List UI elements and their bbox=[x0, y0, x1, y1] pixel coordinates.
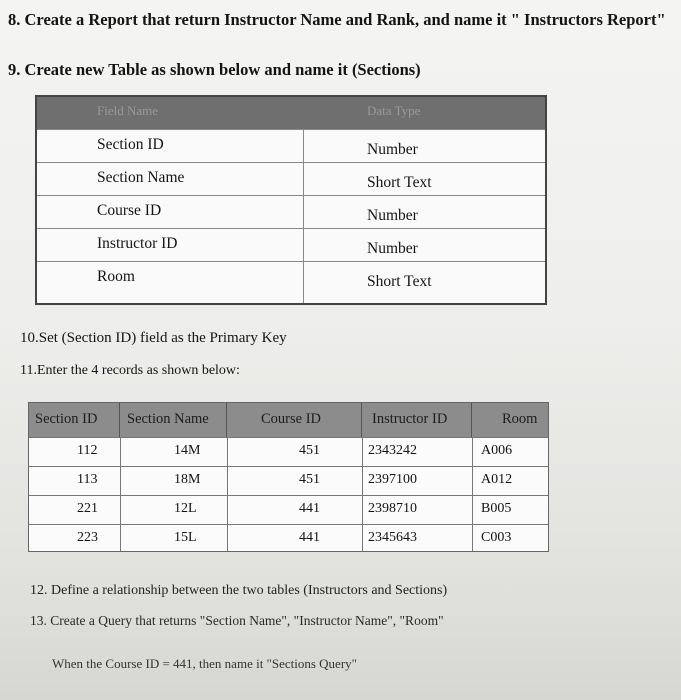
room-cell: A006 bbox=[481, 443, 513, 458]
section-name-cell: 14M bbox=[174, 443, 201, 458]
course-id-cell: 451 bbox=[299, 472, 320, 487]
sections-structure-table bbox=[35, 95, 547, 305]
data-type-cell: Number bbox=[367, 207, 418, 224]
room-cell: B005 bbox=[481, 501, 512, 516]
instruction-step-8: 8. Create a Report that return Instructor Name and Rank, and name it " Instructors Report" bbox=[8, 10, 666, 29]
section-name-cell: 18M bbox=[174, 472, 201, 487]
header-course-id: Course ID bbox=[227, 403, 362, 437]
room-cell: A012 bbox=[481, 472, 513, 487]
data-type-cell: Number bbox=[367, 141, 418, 158]
instructor-id-cell: 2343242 bbox=[368, 443, 417, 458]
structure-table-header bbox=[37, 97, 545, 129]
course-id-cell: 441 bbox=[299, 530, 320, 545]
course-id-cell: 441 bbox=[299, 501, 320, 516]
section-id-cell: 221 bbox=[77, 501, 98, 516]
table-row bbox=[37, 261, 545, 295]
table-row bbox=[37, 195, 545, 229]
table-row bbox=[37, 129, 545, 163]
header-field-name: Field Name bbox=[97, 103, 159, 118]
section-id-cell: 113 bbox=[77, 472, 98, 487]
instructor-id-cell: 2398710 bbox=[368, 501, 417, 516]
table-row bbox=[29, 524, 548, 554]
instructor-id-cell: 2345643 bbox=[368, 530, 417, 545]
instruction-step-12: 12. Define a relationship between the two tables (Instructors and Sections) bbox=[30, 583, 448, 598]
section-name-cell: 15L bbox=[174, 530, 197, 545]
instruction-step-9: 9. Create new Table as shown below and name it (Sections) bbox=[8, 60, 421, 79]
data-type-cell: Short Text bbox=[367, 174, 432, 191]
room-cell: C003 bbox=[481, 530, 512, 545]
header-room: Room bbox=[472, 403, 548, 437]
field-name-cell: Instructor ID bbox=[97, 235, 178, 252]
data-type-cell: Short Text bbox=[367, 273, 432, 290]
instruction-step-10: 10.Set (Section ID) field as the Primary Key bbox=[20, 330, 287, 346]
instruction-step-13-continued: When the Course ID = 441, then name it "Sections Query" bbox=[52, 656, 357, 671]
course-id-cell: 451 bbox=[299, 443, 320, 458]
instruction-step-11: 11.Enter the 4 records as shown below: bbox=[20, 363, 240, 378]
field-name-cell: Course ID bbox=[97, 202, 162, 219]
instructor-id-cell: 2397100 bbox=[368, 472, 417, 487]
section-id-cell: 223 bbox=[77, 530, 98, 545]
instruction-step-13: 13. Create a Query that returns "Section Name", "Instructor Name", "Room" bbox=[30, 613, 444, 628]
section-id-cell: 112 bbox=[77, 443, 98, 458]
header-section-name: Section Name bbox=[120, 403, 227, 437]
field-name-cell: Room bbox=[97, 268, 135, 285]
table-row bbox=[29, 466, 548, 496]
header-instructor-id: Instructor ID bbox=[362, 403, 472, 437]
sections-records-table bbox=[28, 402, 549, 552]
header-data-type: Data Type bbox=[367, 103, 421, 118]
field-name-cell: Section ID bbox=[97, 136, 164, 153]
table-row bbox=[29, 437, 548, 467]
header-section-id: Section ID bbox=[29, 403, 120, 437]
table-row bbox=[29, 495, 548, 525]
table-row bbox=[37, 162, 545, 196]
field-name-cell: Section Name bbox=[97, 169, 185, 186]
section-name-cell: 12L bbox=[174, 501, 197, 516]
data-type-cell: Number bbox=[367, 240, 418, 257]
table-row bbox=[37, 228, 545, 262]
